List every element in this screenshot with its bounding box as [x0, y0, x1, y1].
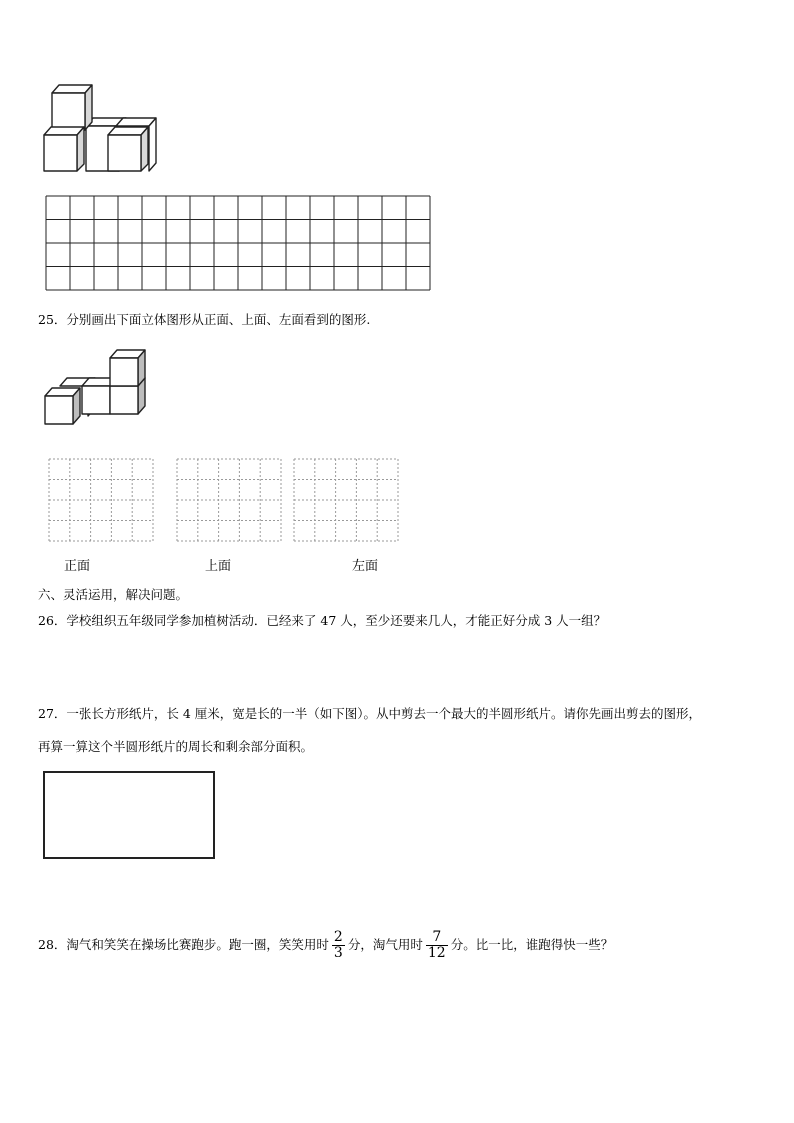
question-28-part3: 分。比一比，谁跑得快一些？	[450, 936, 614, 952]
question-27-line1: 27．一张长方形纸片，长 4 厘米，宽是长的一半（如下图）。从中剪去一个最大的半圆形纸片。请你先画出剪去的图形，	[38, 706, 702, 721]
fraction-2-numerator: 7	[426, 930, 448, 946]
view-label-left: 左面	[352, 559, 379, 574]
fraction-1-denominator: 3	[333, 944, 343, 961]
question-28	[38, 930, 613, 960]
answer-grid-solid[interactable]	[44, 194, 432, 292]
section-6-title: 六、灵活运用，解决问题。	[38, 587, 189, 602]
fraction-taoqi	[426, 930, 448, 960]
question-27-line2: 再算一算这个半圆形纸片的周长和剩余部分面积。	[38, 739, 314, 754]
cube-figure-1	[38, 80, 168, 174]
fraction-1-numerator: 2	[333, 929, 343, 945]
dashed-grid-left[interactable]	[292, 457, 400, 543]
view-label-front: 正面	[64, 559, 91, 574]
question-25: 25．分别画出下面立体图形从正面、上面、左面看到的图形.	[38, 312, 371, 327]
dashed-grid-top[interactable]	[175, 457, 283, 543]
view-label-top: 上面	[205, 559, 232, 574]
question-26: 26．学校组织五年级同学参加植树活动．已经来了 47 人，至少还要来几人，才能正好分成 3 人一组？	[38, 613, 607, 628]
fraction-2-denominator: 12	[427, 944, 446, 961]
question-28-part1: 28．淘气和笑笑在操场比赛跑步。跑一圈，笑笑用时	[38, 936, 329, 952]
dashed-grid-front[interactable]	[47, 457, 155, 543]
fraction-xiaoxiao	[332, 930, 345, 960]
cube-figure-2	[40, 348, 152, 428]
question-28-part2: 分，淘气用时	[347, 936, 423, 952]
rectangle-paper	[43, 771, 215, 859]
